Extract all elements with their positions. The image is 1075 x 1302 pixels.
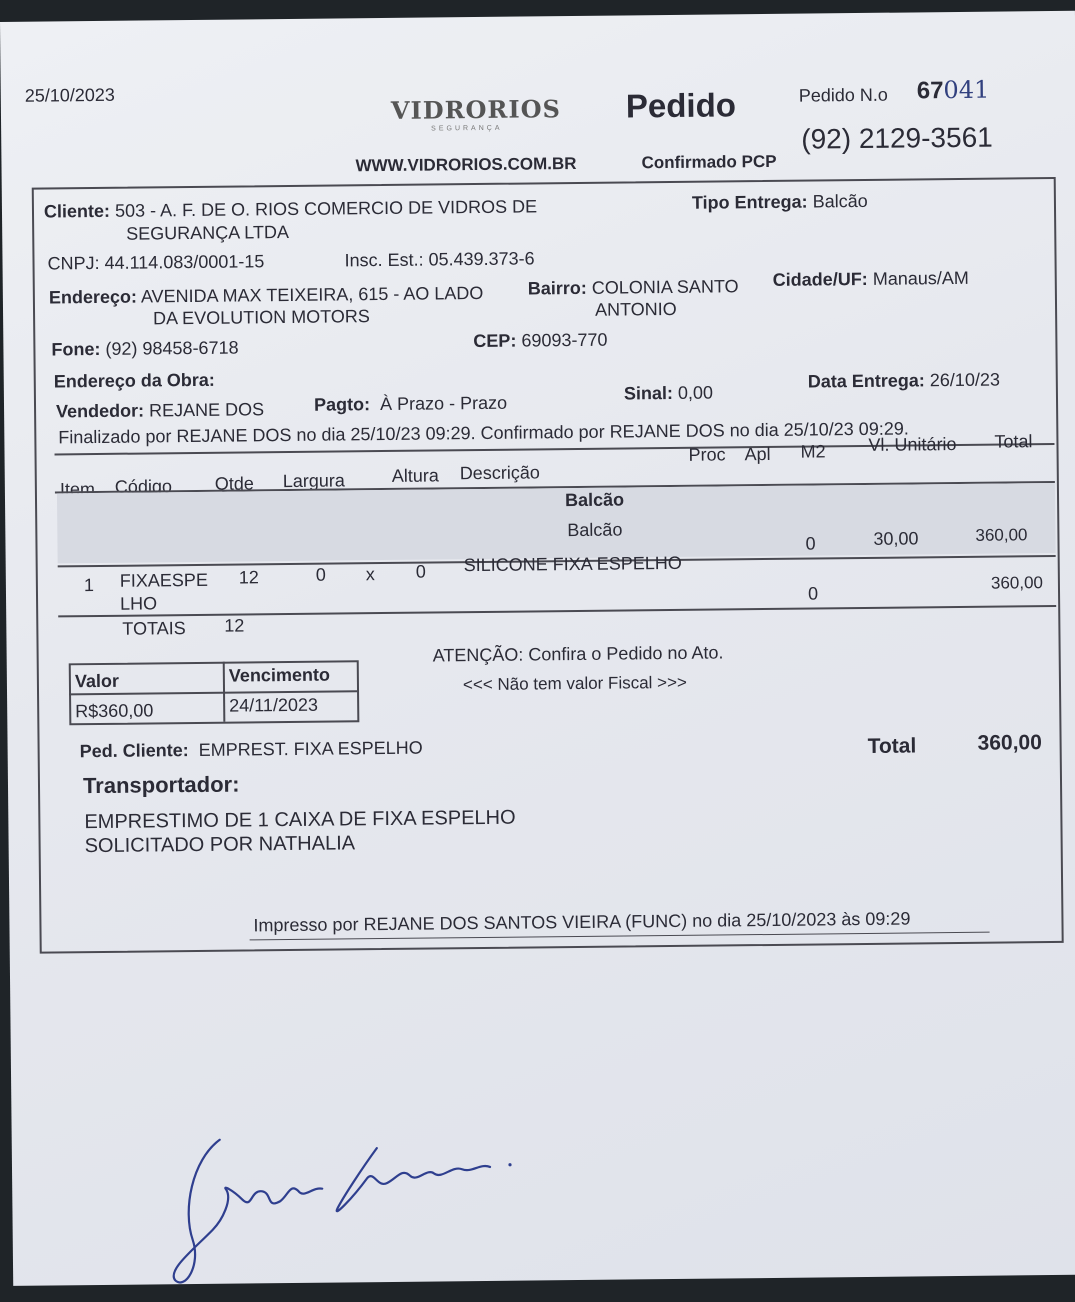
address-field-line2: DA EVOLUTION MOTORS xyxy=(153,306,370,329)
col-width: Largura xyxy=(282,470,345,492)
signature-drawing xyxy=(162,1127,524,1301)
group-header: Balcão xyxy=(564,489,625,511)
page-title: Pedido xyxy=(625,86,737,125)
order-number: 67041 xyxy=(916,75,990,105)
col-proc: Proc xyxy=(688,444,726,465)
row-total: 360,00 xyxy=(975,525,1028,545)
printed-by-note: Impresso por REJANE DOS SANTOS VIEIRA (FUNC) no dia 25/10/2023 às 09:29 xyxy=(253,908,911,936)
address-field: Endereço: AVENIDA MAX TEIXEIRA, 615 - AO LADO xyxy=(48,282,484,308)
row-description: SILICONE FIXA ESPELHO xyxy=(463,552,682,576)
phone-number: (92) 2129-3561 xyxy=(801,121,993,155)
col-m2: M2 xyxy=(800,441,826,462)
website: WWW.VIDRORIOS.COM.BR xyxy=(355,153,577,176)
row-width: 0 xyxy=(315,564,326,585)
col-unit-price: Vl. Unitário xyxy=(868,434,957,455)
subtotal-m2: 0 xyxy=(807,583,819,604)
row-qty: 12 xyxy=(238,567,259,588)
order-number-label: Pedido N.o xyxy=(798,84,888,106)
col-qty: Qtde xyxy=(214,473,254,494)
installment-due-header: Vencimento xyxy=(228,664,330,686)
state-registration-field: Insc. Est.: 05.439.373-6 xyxy=(344,248,535,271)
neighborhood-field-line2: ANTONIO xyxy=(594,298,677,320)
deposit-field: Sinal: 0,00 xyxy=(623,382,714,404)
grand-total-value: 360,00 xyxy=(977,731,1042,755)
remarks-line1: EMPRESTIMO DE 1 CAIXA DE FIXA ESPELHO xyxy=(84,806,516,834)
row-code-line2: LHO xyxy=(119,593,158,614)
installment-value-header: Valor xyxy=(74,670,120,692)
totals-label: TOTAIS xyxy=(122,618,186,639)
row-m2: 0 xyxy=(805,533,816,554)
subtotal-total: 360,00 xyxy=(990,573,1044,593)
document-page xyxy=(0,11,1075,1286)
payment-field: Pagto: À Prazo - Prazo xyxy=(313,392,508,415)
client-field: Cliente: 503 - A. F. DE O. RIOS COMERCIO DE VIDROS DE xyxy=(43,196,538,222)
phone-field: Fone: (92) 98458-6718 xyxy=(51,337,239,360)
finalized-note: Finalizado por REJANE DOS no dia 25/10/23 09:29. Confirmado por REJANE DOS no dia 25/10/23 09:29. xyxy=(58,418,909,448)
carrier-label: Transportador: xyxy=(82,771,240,799)
row-height: 0 xyxy=(415,561,426,582)
cnpj-field: CNPJ: 44.114.083/0001-15 xyxy=(47,251,265,274)
work-address-label: Endereço da Obra: xyxy=(53,369,215,392)
delivery-type-field: Tipo Entrega: Balcão xyxy=(691,190,868,213)
col-description: Descrição xyxy=(459,462,540,484)
grand-total-label: Total xyxy=(867,734,917,758)
installment-value: R$360,00 xyxy=(75,700,154,722)
col-total: Total xyxy=(994,431,1033,452)
logo-subtitle: SEGURANÇA xyxy=(431,124,503,133)
group-subheader: Balcão xyxy=(567,519,623,541)
installment-due: 24/11/2023 xyxy=(229,694,319,716)
row-code: FIXAESPE xyxy=(119,569,208,591)
print-date: 25/10/2023 xyxy=(24,84,115,106)
col-height: Altura xyxy=(391,465,439,486)
row-item: 1 xyxy=(83,575,95,596)
client-order-field: Ped. Cliente: EMPREST. FIXA ESPELHO xyxy=(79,737,423,762)
totals-qty: 12 xyxy=(224,615,245,636)
col-apl: Apl xyxy=(744,443,771,465)
row-unit-price: 30,00 xyxy=(873,528,919,549)
fiscal-note: <<< Não tem valor Fiscal >>> xyxy=(462,672,688,695)
delivery-date-field: Data Entrega: 26/10/23 xyxy=(807,369,1001,392)
neighborhood-field: Bairro: COLONIA SANTO xyxy=(527,276,739,299)
col-item: Item xyxy=(59,479,96,500)
remarks-line2: SOLICITADO POR NATHALIA xyxy=(84,832,356,858)
row-separator: x xyxy=(365,564,375,585)
client-field-line2: SEGURANÇA LTDA xyxy=(126,221,290,244)
col-code: Código xyxy=(114,476,173,497)
company-logo: VIDRORIOS xyxy=(390,94,562,125)
cep-field: CEP: 69093-770 xyxy=(473,329,608,352)
city-field: Cidade/UF: Manaus/AM xyxy=(772,267,969,290)
seller-field: Vendedor: REJANE DOS xyxy=(55,399,265,422)
attention-note: ATENÇÃO: Confira o Pedido no Ato. xyxy=(432,642,724,666)
status-label: Confirmado PCP xyxy=(641,151,777,173)
